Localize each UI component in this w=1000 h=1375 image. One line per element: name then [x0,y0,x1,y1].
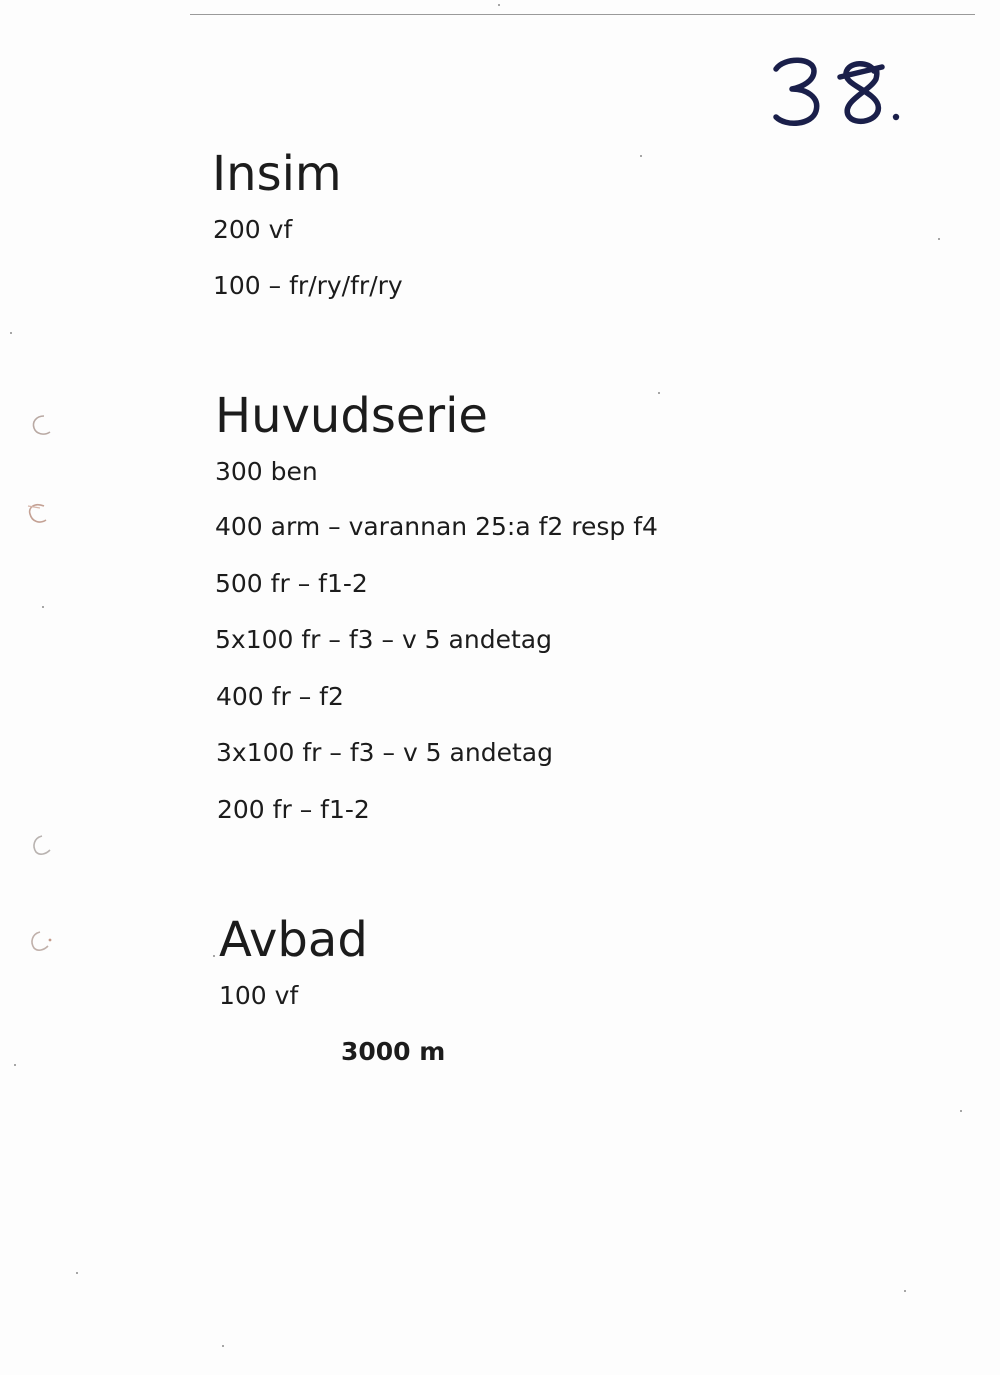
section-title-avbad: Avbad [219,912,368,968]
list-item: 400 arm – varannan 25:a f2 resp f4 [215,512,658,541]
section-title-insim: Insim [212,146,342,202]
scan-speck [14,1064,16,1066]
list-item: 300 ben [215,457,318,486]
top-rule [190,14,975,15]
handwritten-page-number [770,55,905,130]
punch-hole [26,928,52,954]
scan-speck [960,1110,962,1112]
scan-speck [658,392,660,394]
list-item: 100 vf [219,981,299,1010]
scan-speck [498,4,500,6]
list-item: 400 fr – f2 [216,682,344,711]
scan-speck [10,332,12,334]
list-item: 200 fr – f1-2 [217,795,370,824]
list-item: 3x100 fr – f3 – v 5 andetag [216,738,553,767]
scan-speck [938,238,940,240]
scan-speck [640,155,642,157]
punch-hole [28,412,54,438]
scan-speck [213,955,215,957]
punch-hole [28,832,54,858]
list-item: 5x100 fr – f3 – v 5 andetag [215,625,552,654]
total-distance: 3000 m [341,1037,446,1066]
scan-speck [222,1345,224,1347]
list-item: 100 – fr/ry/fr/ry [213,271,403,300]
section-title-huvudserie: Huvudserie [215,388,488,444]
list-item: 200 vf [213,215,293,244]
list-item: 500 fr – f1-2 [215,569,368,598]
punch-hole [24,500,50,526]
scan-speck [76,1272,78,1274]
scan-speck [904,1290,906,1292]
scan-speck [42,606,44,608]
